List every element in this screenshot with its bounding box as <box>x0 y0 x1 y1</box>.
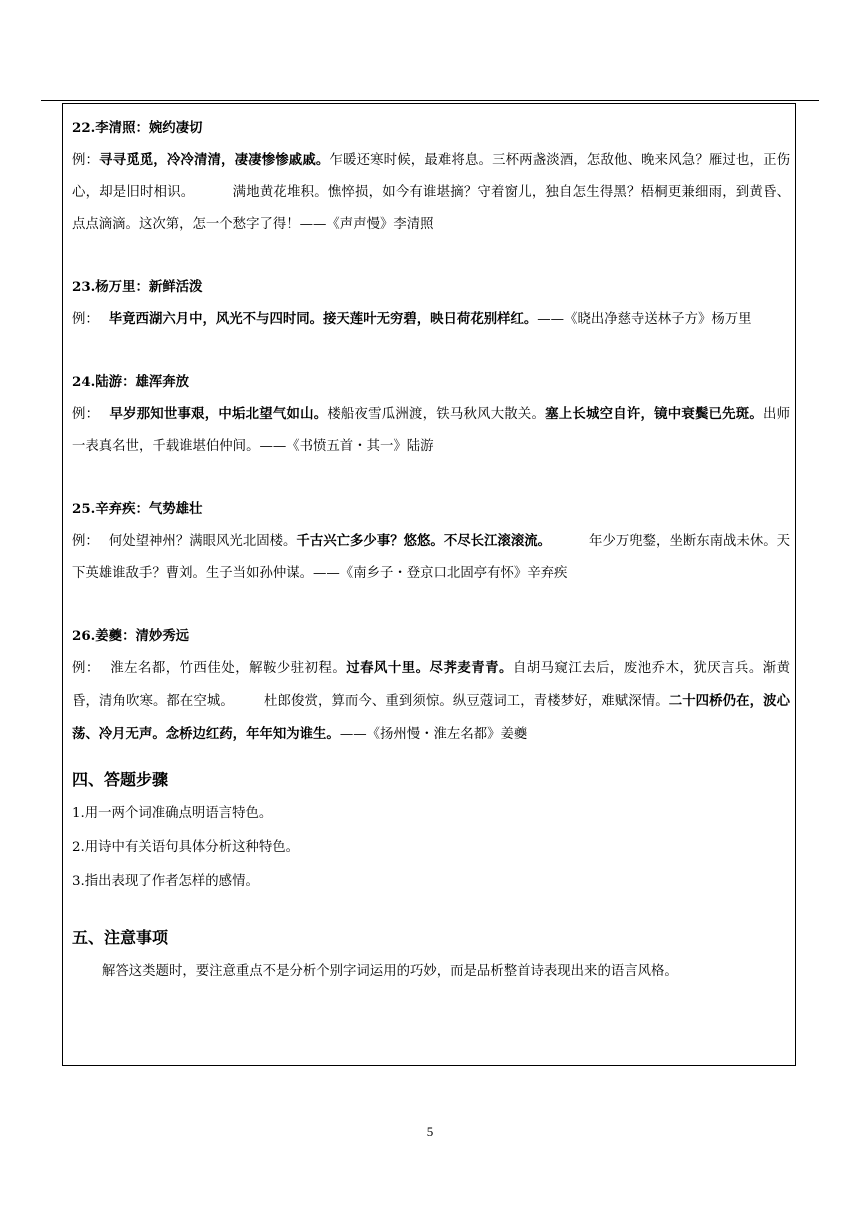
example-text <box>72 303 790 336</box>
example-text <box>72 652 790 751</box>
section-26 <box>72 620 790 751</box>
section-22 <box>72 112 790 241</box>
plain-text: 杜郎俊赏，算而今、重到须惊。纵豆蔻词工，青楼梦好，难赋深情。 <box>263 694 669 709</box>
step-item: 3.指出表现了作者怎样的感情。 <box>72 874 259 889</box>
example-prefix: 例： <box>72 312 99 327</box>
section-title: 26.姜夔：清妙秀远 <box>72 628 190 644</box>
plain-text: 乍暖还寒时候，最难将息。三杯两盏淡酒，怎敌他、晚来风急？雁过也，正伤心，却是旧时相识。 <box>72 153 791 200</box>
example-prefix: 例： <box>72 153 100 168</box>
step-item: 1.用一两个词准确点明语言特色。 <box>72 806 273 821</box>
plain-text: 出师一表真名世，千载谁堪伯仲间。——《书愤五首・其一》陆游 <box>72 407 791 454</box>
plain-text: ——《晓出净慈寺送林子方》杨万里 <box>537 312 752 327</box>
section-23 <box>72 271 790 336</box>
section-title: 23.杨万里：新鲜活泼 <box>72 279 203 295</box>
example-prefix: 例： <box>72 534 99 549</box>
highlight-text: 过春风十里。尽荠麦青青。 <box>346 660 513 676</box>
plain-text: 楼船夜雪瓜洲渡，铁马秋风大散关。 <box>327 407 546 422</box>
highlight-text: 早岁那知世事艰，中垢北望气如山。 <box>109 406 328 422</box>
steps-heading: 四、答题步骤 <box>72 770 169 789</box>
page-number: 5 <box>426 1124 434 1139</box>
section-24 <box>72 366 790 463</box>
plain-text: 自胡马窥江去后，废池乔木，犹厌言兵。渐黄昏，清角吹寒。都在空城。 <box>72 661 791 709</box>
section-title: 25.辛弃疾：气势雄壮 <box>72 501 203 517</box>
example-prefix: 例： <box>72 407 100 422</box>
step-item: 2.用诗中有关语句具体分析这种特色。 <box>72 840 300 855</box>
highlight-text: 千古兴亡多少事？悠悠。不尽长江滚滚流。 <box>296 533 552 549</box>
plain-text: 年少万兜鍪，坐断东南战未休。天下英雄谁敌手？曹刘。生子当如孙仲谋。——《南乡子・登京口北固亭有怀》辛弃疾 <box>72 534 791 581</box>
plain-text: 淮左名都，竹西佳处，解鞍少驻初程。 <box>109 661 347 676</box>
document-body <box>72 112 790 989</box>
highlight-text: 毕竟西湖六月中，风光不与四时同。接天莲叶无穷碧，映日荷花别样红。 <box>108 311 538 327</box>
header-rule <box>41 100 819 101</box>
notes-text: 解答这类题时，要注意重点不是分析个别字词运用的巧妙，而是品析整首诗表现出来的语言风格。 <box>102 964 678 979</box>
example-prefix: 例： <box>72 661 100 676</box>
plain-text: 满地黄花堆积。憔悴损，如今有谁堪摘？守着窗儿，独自怎生得黑？梧桐更兼细雨，到黄昏、点点滴滴。这次第，怎一个愁字了得！——《声声慢》李清照 <box>72 185 791 232</box>
example-text <box>72 144 790 241</box>
example-text <box>72 525 790 590</box>
plain-text: ——《扬州慢・淮左名都》姜夔 <box>339 727 528 742</box>
highlight-text: 寻寻觅觅，冷冷清清，凄凄惨惨戚戚。 <box>99 152 330 168</box>
section-25 <box>72 493 790 590</box>
plain-text: 何处望神州？满眼风光北固楼。 <box>108 534 297 549</box>
section-title: 24.陆游：雄浑奔放 <box>72 374 190 390</box>
highlight-text: 二十四桥仍在，波心荡、冷月无声。念桥边红药，年年知为谁生。 <box>72 693 791 742</box>
section-title: 22.李清照：婉约凄切 <box>72 120 203 136</box>
example-text <box>72 398 790 463</box>
highlight-text: 塞上长城空自许，镜中衰鬓已先斑。 <box>545 406 764 422</box>
notes-heading: 五、注意事项 <box>72 928 169 947</box>
